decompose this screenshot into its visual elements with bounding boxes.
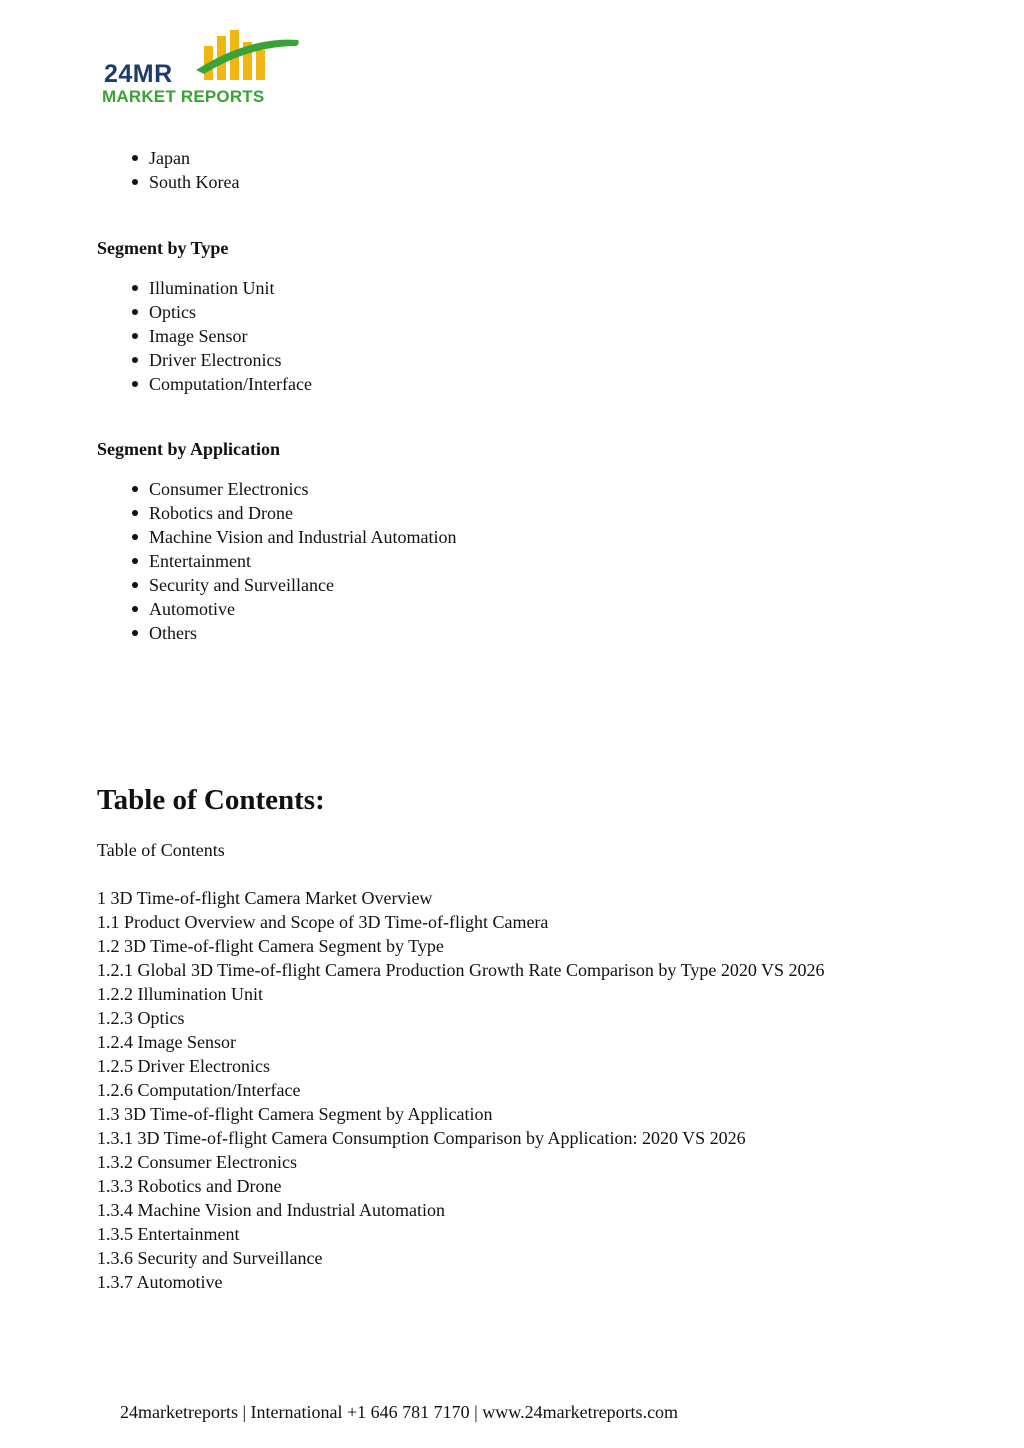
bullet-icon (132, 285, 138, 291)
segment-type-heading: Segment by Type (97, 238, 229, 258)
bullet-icon (132, 606, 138, 612)
region-item-label: Japan (149, 148, 190, 168)
toc-line: 1.3.1 3D Time-of-flight Camera Consumption Comparison by Application: 2020 VS 2026 (97, 1128, 746, 1148)
bullet-icon (132, 179, 138, 185)
bullet-icon (132, 558, 138, 564)
list-item (97, 621, 457, 645)
toc-line: 1.3.6 Security and Surveillance (97, 1248, 323, 1268)
toc-subtitle: Table of Contents (97, 840, 225, 860)
company-logo (100, 28, 310, 108)
type-item-label: Optics (149, 302, 196, 322)
list-item (97, 573, 457, 597)
toc-line: 1.3.7 Automotive (97, 1272, 223, 1292)
list-item (97, 276, 312, 300)
toc-line: 1.2.1 Global 3D Time-of-flight Camera Production Growth Rate Comparison by Type 2020 VS 2026 (97, 960, 825, 980)
toc-line: 1.2.5 Driver Electronics (97, 1056, 270, 1076)
list-item (97, 597, 457, 621)
toc-line: 1.3 3D Time-of-flight Camera Segment by Application (97, 1104, 493, 1124)
toc-line: 1 3D Time-of-flight Camera Market Overview (97, 888, 433, 908)
logo-top-text: 24MR (104, 60, 173, 88)
toc-title: Table of Contents: (97, 784, 325, 816)
application-item-label: Machine Vision and Industrial Automation (149, 527, 457, 547)
logo-bottom-text: MARKET REPORTS (102, 87, 265, 106)
bullet-icon (132, 155, 138, 161)
toc-line: 1.1 Product Overview and Scope of 3D Time-of-flight Camera (97, 912, 549, 932)
list-item (97, 549, 457, 573)
type-item-label: Image Sensor (149, 326, 248, 346)
bullet-icon (132, 510, 138, 516)
application-item-label: Security and Surveillance (149, 575, 334, 595)
list-item (97, 300, 312, 324)
application-item-label: Automotive (149, 599, 235, 619)
list-item (97, 525, 457, 549)
bullet-icon (132, 357, 138, 363)
application-item-label: Others (149, 623, 197, 643)
bullet-icon (132, 381, 138, 387)
bullet-icon (132, 309, 138, 315)
list-item (97, 348, 312, 372)
toc-line: 1.3.5 Entertainment (97, 1224, 240, 1244)
list-item (97, 372, 312, 396)
toc-line: 1.3.2 Consumer Electronics (97, 1152, 297, 1172)
application-item-label: Consumer Electronics (149, 479, 309, 499)
segment-application-heading: Segment by Application (97, 439, 281, 459)
list-item (97, 477, 457, 501)
list-item (97, 146, 239, 170)
toc-line: 1.2 3D Time-of-flight Camera Segment by Type (97, 936, 444, 956)
region-item-label: South Korea (149, 172, 240, 192)
type-item-label: Illumination Unit (149, 278, 275, 298)
list-item (97, 170, 239, 194)
type-item-label: Computation/Interface (149, 374, 312, 394)
page-footer: 24marketreports | International +1 646 781 7170 | www.24marketreports.com (120, 1402, 679, 1422)
bullet-icon (132, 534, 138, 540)
toc-line: 1.2.2 Illumination Unit (97, 984, 263, 1004)
bullet-icon (132, 582, 138, 588)
region-list (97, 146, 239, 194)
bullet-icon (132, 333, 138, 339)
toc-line: 1.2.6 Computation/Interface (97, 1080, 301, 1100)
toc-list (97, 886, 825, 1294)
toc-line: 1.2.3 Optics (97, 1008, 185, 1028)
list-item (97, 501, 457, 525)
toc-line: 1.3.4 Machine Vision and Industrial Automation (97, 1200, 446, 1220)
bullet-icon (132, 486, 138, 492)
bullet-icon (132, 630, 138, 636)
segment-application-list (97, 477, 457, 645)
application-item-label: Entertainment (149, 551, 251, 571)
list-item (97, 324, 312, 348)
toc-line: 1.3.3 Robotics and Drone (97, 1176, 282, 1196)
application-item-label: Robotics and Drone (149, 503, 293, 523)
segment-type-list (97, 276, 312, 396)
type-item-label: Driver Electronics (149, 350, 282, 370)
toc-line: 1.2.4 Image Sensor (97, 1032, 236, 1052)
